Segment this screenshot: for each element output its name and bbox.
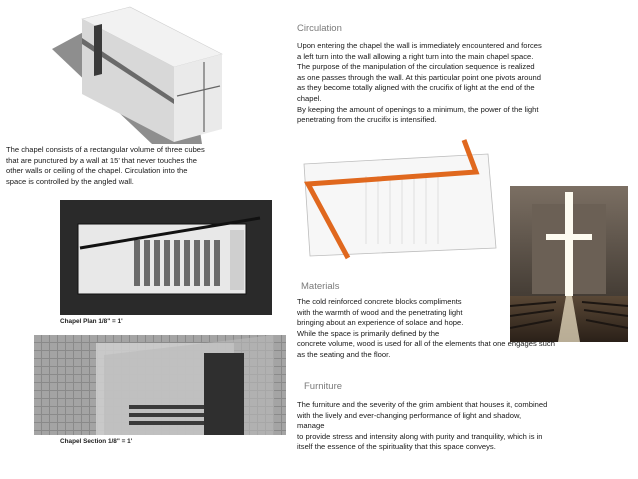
chapel-axonometric-image: [42, 4, 252, 144]
circulation-line: as they become totally aligned with the crucifix of light at the end of the: [297, 83, 535, 93]
materials-line: bringing about an experience of solace and hope.: [297, 318, 464, 328]
furniture-line: itself the essence of the spirituality that this space conveys.: [297, 442, 496, 452]
materials-line: with the warmth of wood and the penetrating light: [297, 307, 463, 317]
circulation-line: By keeping the amount of openings to a minimum, the power of the light: [297, 104, 539, 114]
circulation-line: Upon entering the chapel the wall is immediately encountered and forces: [297, 41, 542, 50]
materials-line: as the seating and the floor.: [297, 349, 391, 359]
furniture-paragraph: [297, 400, 633, 453]
materials-line: The cold reinforced concrete blocks compliments: [297, 297, 462, 306]
circulation-heading: Circulation: [297, 23, 342, 34]
chapel-section-drawing: [34, 335, 286, 435]
circulation-paragraph: [297, 41, 633, 126]
furniture-heading: Furniture: [304, 381, 343, 392]
intro-line: that are punctured by a wall at 15’ that never touches the: [6, 155, 197, 165]
furniture-line: The furniture and the severity of the grim ambient that houses it, combined: [297, 400, 548, 409]
furniture-line: manage: [297, 421, 325, 431]
circulation-line: chapel.: [297, 93, 322, 103]
circulation-line: penetrating from the crucifix is intensified.: [297, 115, 437, 125]
section-caption: Chapel Section 1/8" = 1': [60, 438, 133, 445]
intro-paragraph: [6, 145, 276, 187]
circulation-line: The purpose of the manipulation of the circulation sequence is realized: [297, 62, 535, 72]
intro-line: The chapel consists of a rectangular volume of three cubes: [6, 145, 205, 154]
materials-line: concrete volume, wood is used for all of the elements that one engages such: [297, 339, 555, 349]
materials-heading: Materials: [301, 281, 340, 292]
furniture-line: with the lively and ever-changing performance of light and shadow,: [297, 410, 522, 420]
circulation-line: a left turn into the wall allowing a right turn into the main chapel space.: [297, 51, 534, 61]
intro-line: other walls or ceiling of the chapel. Circulation into the: [6, 166, 188, 176]
chapel-plan-drawing: [60, 200, 272, 315]
furniture-line: to provide stress and intensity along with purity and tranquility, which is in: [297, 431, 543, 441]
circulation-diagram: [296, 136, 511, 266]
materials-paragraph: [297, 297, 633, 361]
circulation-line: as one passes through the wall. At this particular point one pivots around: [297, 72, 541, 82]
materials-line: While the space is primarily defined by the: [297, 328, 440, 338]
intro-line: space is controlled by the angled wall.: [6, 176, 134, 186]
plan-caption: Chapel Plan 1/8" = 1': [60, 318, 123, 325]
